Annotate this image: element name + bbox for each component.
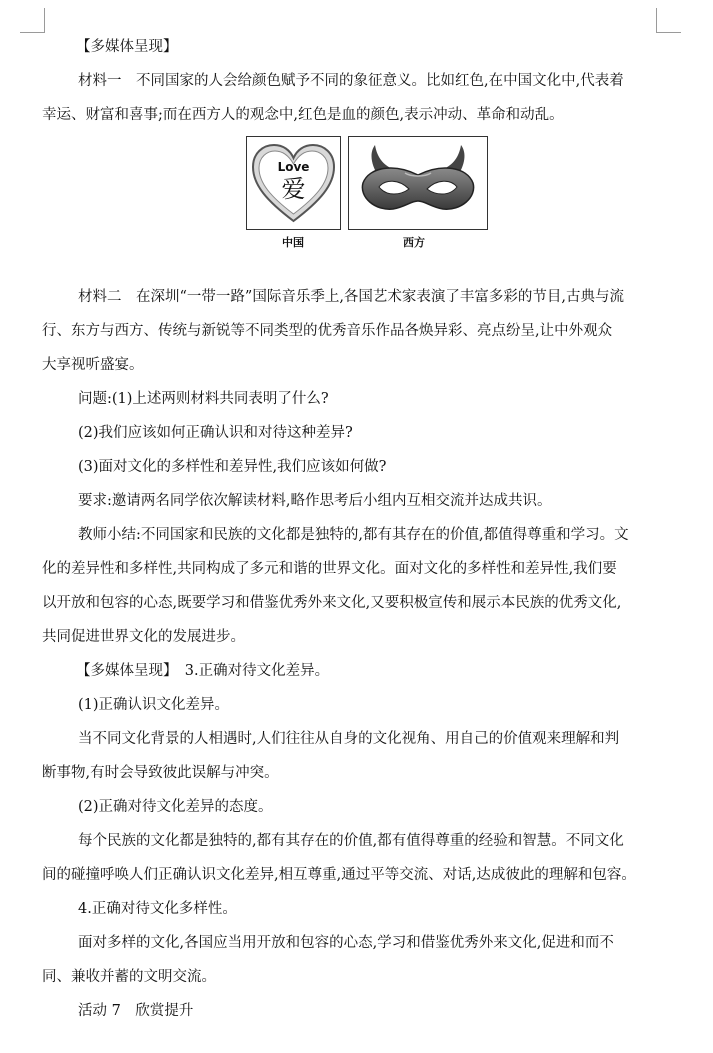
para-1-line-1: 当不同文化背景的人相遇时,人们往往从自身的文化视角、用自己的价值观来理解和判	[78, 731, 620, 747]
requirement: 要求:邀请两名同学依次解读材料,略作思考后小组内互相交流并达成共识。	[78, 493, 552, 509]
heart-text-en: Love	[277, 160, 310, 174]
para-1-line-2: 断事物,有时会导致彼此误解与冲突。	[42, 765, 279, 781]
west-caption: 西方	[403, 236, 425, 249]
para-2-line-1: 每个民族的文化都是独特的,都有其存在的价值,都有值得尊重的经验和智慧。不同文化	[78, 833, 624, 849]
para-3-line-1: 面对多样的文化,各国应当用开放和包容的心态,学习和借鉴优秀外来文化,促进和而不	[78, 935, 614, 951]
material-2-line-2: 行、东方与西方、传统与新锐等不同类型的优秀音乐作品各焕异彩、亮点纷呈,让中外观众	[42, 323, 613, 339]
question-1: 问题:(1)上述两则材料共同表明了什么?	[78, 391, 329, 407]
heart-text-cn: 爱	[281, 175, 306, 203]
color-symbolism-figure	[42, 134, 662, 258]
west-devil-mask-image	[348, 136, 488, 230]
spacer	[42, 258, 662, 280]
section-header-correct-treatment: 【多媒体呈现】 3.正确对待文化差异。	[76, 663, 330, 679]
material-2-line-1: 材料二 在深圳“一带一路”国际音乐季上,各国艺术家表演了丰富多彩的节目,古典与流	[78, 289, 625, 305]
point-4: 4.正确对待文化多样性。	[78, 901, 237, 917]
question-2: (2)我们应该如何正确认识和对待这种差异?	[78, 425, 353, 441]
devil-mask-icon	[349, 137, 487, 229]
teacher-summary-line-3: 以开放和包容的心态,既要学习和借鉴优秀外来文化,又要积极宣传和展示本民族的优秀文化,	[42, 595, 622, 611]
china-love-heart-image	[246, 136, 341, 230]
teacher-summary-line-4: 共同促进世界文化的发展进步。	[42, 629, 245, 645]
subheading-1: (1)正确认识文化差异。	[78, 697, 230, 713]
teacher-summary-line-1: 教师小结:不同国家和民族的文化都是独特的,都有其存在的价值,都值得尊重和学习。文	[78, 527, 629, 543]
heart-icon	[247, 137, 340, 229]
document-body	[42, 30, 662, 1028]
para-2-line-2: 间的碰撞呼唤人们正确认识文化差异,相互尊重,通过平等交流、对话,达成彼此的理解和包容。	[42, 867, 636, 883]
activity-heading: 活动 7 欣赏提升	[78, 1003, 194, 1019]
china-caption: 中国	[282, 236, 304, 249]
question-3: (3)面对文化的多样性和差异性,我们应该如何做?	[78, 459, 387, 475]
subheading-2: (2)正确对待文化差异的态度。	[78, 799, 273, 815]
material-1-line-1: 材料一 不同国家的人会给颜色赋予不同的象征意义。比如红色,在中国文化中,代表着	[78, 73, 624, 89]
teacher-summary-line-2: 化的差异性和多样性,共同构成了多元和谐的世界文化。面对文化的多样性和差异性,我们要	[42, 561, 617, 577]
material-1-line-2: 幸运、财富和喜事;而在西方人的观念中,红色是血的颜色,表示冲动、革命和动乱。	[42, 107, 564, 123]
material-2-line-3: 大享视听盛宴。	[42, 357, 144, 373]
section-header-multimedia: 【多媒体呈现】	[76, 39, 178, 55]
para-3-line-2: 同、兼收并蓄的文明交流。	[42, 969, 216, 985]
